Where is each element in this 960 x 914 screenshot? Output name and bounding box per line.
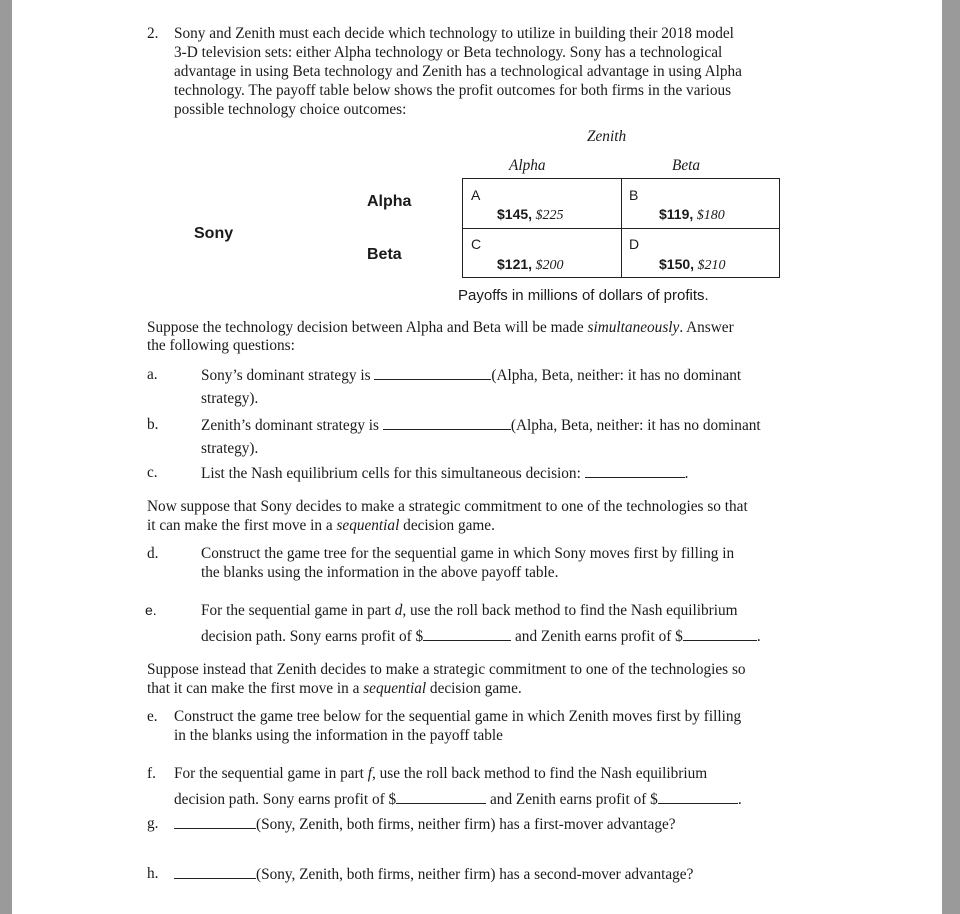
item-e2-line-2: in the blanks using the information in the payoff table (174, 727, 503, 744)
text: it can make the first move in a (147, 517, 337, 534)
item-b-line-1 (201, 415, 761, 435)
item-e-label: e. (145, 602, 157, 618)
sony-profit-blank[interactable] (396, 789, 486, 804)
text: List the Nash equilibrium cells for this simultaneous decision: (201, 465, 585, 482)
item-g-label: g. (147, 815, 159, 832)
document-page (12, 0, 942, 914)
text: Sony’s dominant strategy is (201, 367, 375, 384)
cell-letter: D (629, 236, 640, 252)
zenith-payoff: $210 (697, 258, 726, 273)
answer-blank[interactable] (174, 864, 256, 879)
cell-letter: A (471, 187, 481, 203)
item-e2-label: e. (147, 708, 158, 725)
item-f-line-1 (174, 764, 707, 783)
item-d-label: d. (147, 545, 159, 562)
zenith-first-intro-line-2 (147, 679, 522, 698)
item-f-label: f. (147, 765, 156, 782)
text: that it can make the first move in a (147, 680, 364, 697)
zenith-payoff: $200 (535, 258, 564, 273)
intro-line-1: Sony and Zenith must each decide which technology to utilize in building their 2018 model (174, 25, 734, 42)
item-a-line-1 (201, 365, 741, 385)
text: Suppose the technology decision between Alpha and Beta will be made (147, 319, 588, 336)
text: , use the roll back method to find the Nash equilibrium (402, 602, 738, 619)
sony-payoff: $121, (497, 256, 533, 272)
cell-payoff (659, 256, 726, 274)
intro-line-5: possible technology choice outcomes: (174, 101, 407, 118)
answer-blank[interactable] (174, 814, 256, 829)
zenith-profit-blank[interactable] (658, 789, 738, 804)
answer-blank[interactable] (374, 365, 491, 380)
text: and Zenith earns profit of $ (486, 791, 658, 808)
emphasis: simultaneously (587, 319, 680, 336)
item-b-line-2: strategy). (201, 440, 259, 457)
item-d-line-1: Construct the game tree for the sequential game in which Sony moves first by filling in (201, 545, 735, 562)
item-h-label: h. (147, 865, 159, 882)
item-b-label: b. (147, 416, 159, 433)
text: (Sony, Zenith, both firms, neither firm) has a second-mover advantage? (256, 866, 694, 883)
row-label-beta: Beta (367, 246, 402, 263)
text: . (737, 791, 742, 808)
zenith-payoff: $225 (535, 208, 564, 223)
item-g-line (174, 814, 676, 834)
simultaneous-intro-line-1 (147, 318, 734, 337)
text: decision game. (426, 680, 522, 697)
item-a-line-2: strategy). (201, 390, 259, 407)
emphasis: d (394, 602, 403, 619)
row-label-alpha: Alpha (367, 193, 412, 210)
row-player-label: Sony (194, 225, 234, 242)
sony-payoff: $150, (659, 256, 695, 272)
item-h-line (174, 864, 693, 884)
text: decision path. Sony earns profit of $ (174, 791, 397, 808)
text: decision game. (399, 517, 495, 534)
zenith-payoff: $180 (696, 208, 725, 223)
intro-line-3: advantage in using Beta technology and Zenith has a technological advantage in using Alpha (174, 63, 742, 80)
zenith-first-intro-line-1: Suppose instead that Zenith decides to make a strategic commitment to one of the technologies so (147, 661, 746, 678)
answer-blank[interactable] (383, 415, 511, 430)
item-e2-line-1: Construct the game tree below for the sequential game in which Zenith moves first by filling (174, 708, 742, 725)
sony-payoff: $145, (497, 206, 533, 222)
text: (Alpha, Beta, neither: it has no dominant (510, 417, 761, 434)
item-f-line-2 (174, 789, 742, 809)
intro-line-4: technology. The payoff table below shows the profit outcomes for both firms in the various (174, 82, 732, 99)
text: and Zenith earns profit of $ (511, 628, 683, 645)
item-e-line-2 (201, 626, 761, 646)
sony-first-intro-line-2 (147, 516, 495, 535)
sony-profit-blank[interactable] (423, 626, 511, 641)
table-divider-horizontal (463, 228, 779, 229)
text: (Alpha, Beta, neither: it has no dominant (491, 367, 742, 384)
item-e-line-1 (201, 601, 738, 620)
text: For the sequential game in part (174, 765, 368, 782)
simultaneous-intro-line-2: the following questions: (147, 337, 295, 354)
text: , use the roll back method to find the Nash equilibrium (371, 765, 708, 782)
question-number: 2. (147, 25, 159, 42)
text: (Sony, Zenith, both firms, neither firm) has a first-mover advantage? (256, 816, 676, 833)
zenith-profit-blank[interactable] (683, 626, 757, 641)
sony-payoff: $119, (659, 206, 694, 222)
table-caption: Payoffs in millions of dollars of profits. (458, 287, 709, 304)
cell-payoff (659, 206, 725, 224)
text: decision path. Sony earns profit of $ (201, 628, 424, 645)
sony-first-intro-line-1: Now suppose that Sony decides to make a strategic commitment to one of the technologies so that (147, 498, 748, 515)
cell-letter: B (629, 187, 639, 203)
answer-blank[interactable] (585, 463, 685, 478)
intro-line-2: 3-D television sets: either Alpha technology or Beta technology. Sony has a technological (174, 44, 723, 61)
text: For the sequential game in part (201, 602, 395, 619)
cell-letter: C (471, 236, 482, 252)
item-a-label: a. (147, 366, 158, 383)
text: Zenith’s dominant strategy is (201, 417, 383, 434)
item-c-line (201, 463, 688, 483)
emphasis: sequential (363, 680, 427, 697)
text: . (684, 465, 689, 482)
item-d-line-2: the blanks using the information in the above payoff table. (201, 564, 559, 581)
column-player-label: Zenith (587, 128, 627, 145)
text: . (756, 628, 761, 645)
emphasis: sequential (336, 517, 400, 534)
emphasis: f (367, 765, 372, 782)
cell-payoff (497, 206, 564, 224)
payoff-table (462, 178, 780, 278)
text: . Answer (679, 319, 734, 336)
cell-payoff (497, 256, 564, 274)
column-label-beta: Beta (672, 157, 701, 174)
column-label-alpha: Alpha (509, 157, 546, 174)
item-c-label: c. (147, 464, 158, 481)
